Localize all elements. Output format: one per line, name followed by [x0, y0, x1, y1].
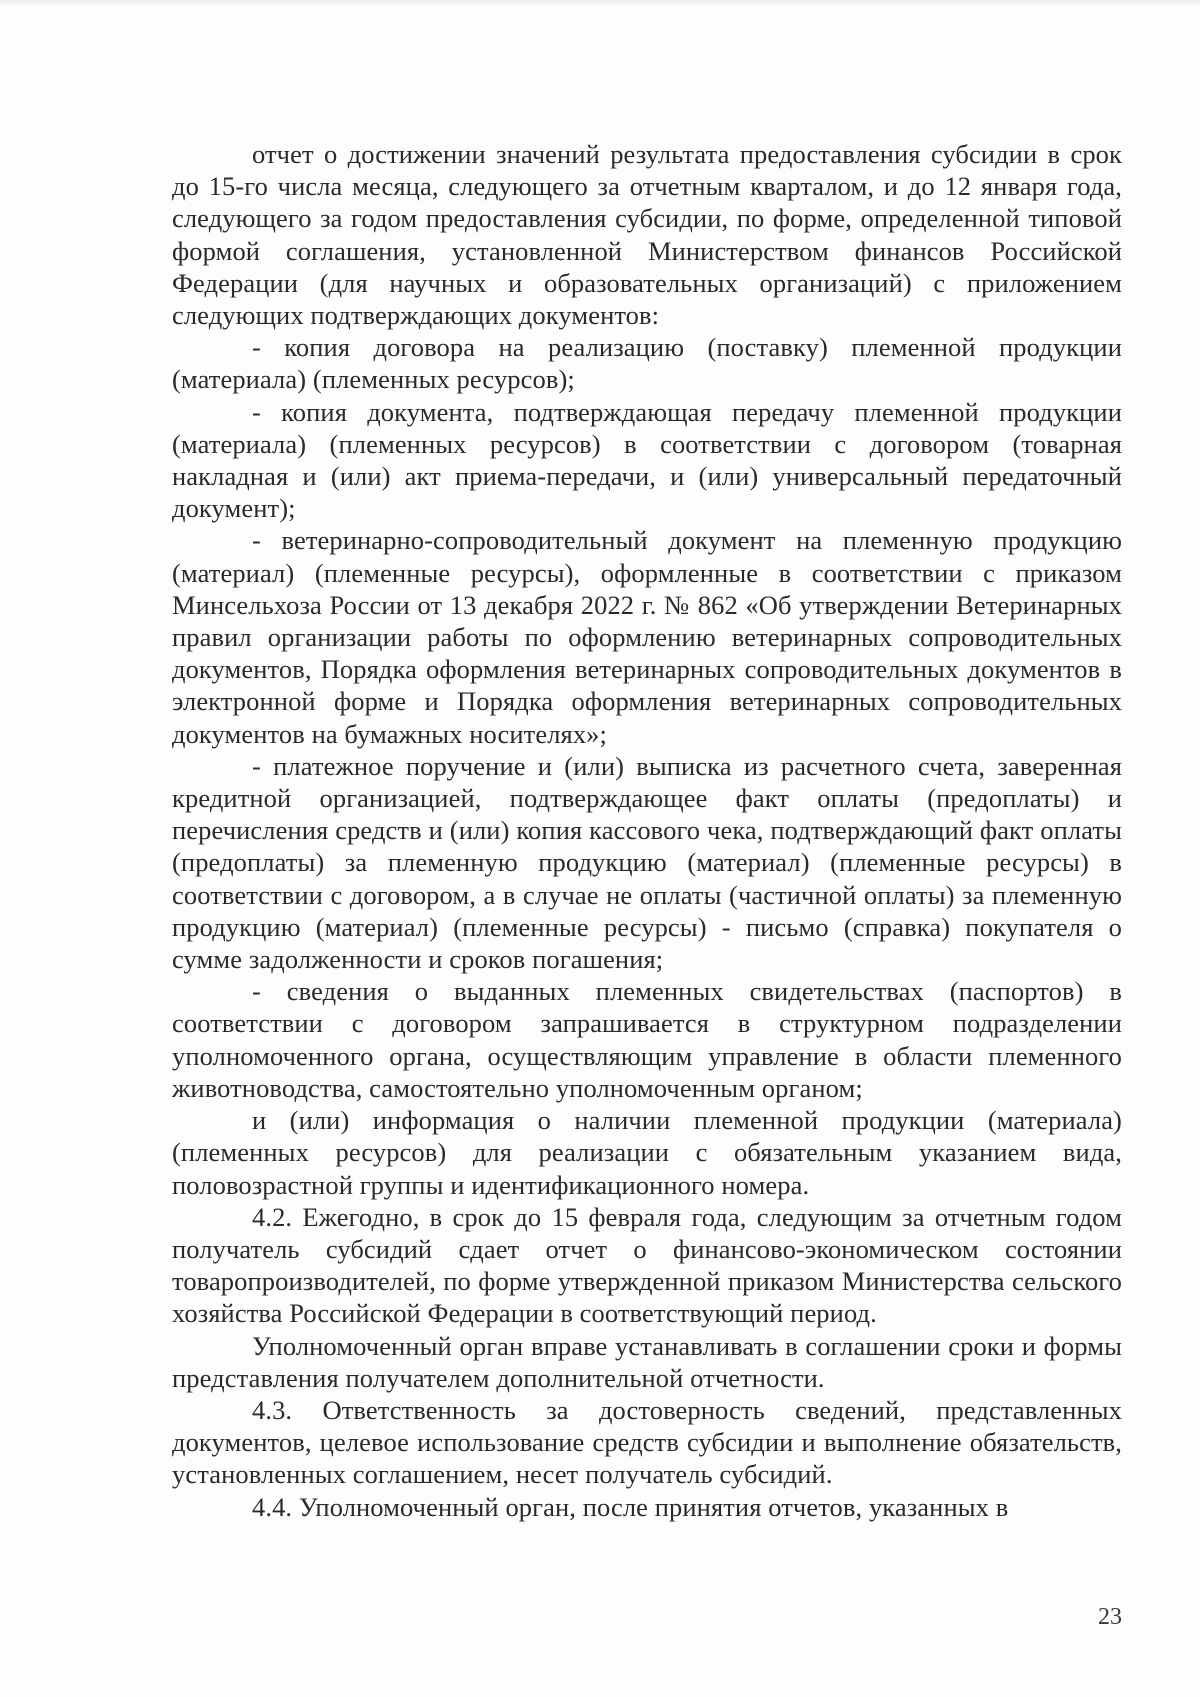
paragraph-report-intro: отчет о достижении значений результата предоставления субсидии в срок до 15-го числа месяца, следующего за отчетным кварталом, и до 12 января года, следующего за годом предоставления субсидии, по форме, определенной типовой формой соглашения, установленной Министерством финансов Российской Федерации (для научных и образовательных организаций) с приложением следующих подтверждающих документов: [172, 139, 1122, 331]
page-number: 23 [1098, 1604, 1122, 1630]
paragraph-payment-order: - платежное поручение и (или) выписка из расчетного счета, заверенная кредитной организацией, подтверждающее факт оплаты (предоплаты) и перечисления средств и (или) копия кассового чека, подтверждающий факт оплаты (предоплаты) за племенную продукцию (материал) (племенные ресурсы) в соответствии с договором, а в случае не оплаты (частичной оплаты) за племенную продукцию (материал) (племенные ресурсы) - письмо (справка) покупателя о сумме задолженности и сроков погашения; [172, 750, 1122, 975]
paragraph-veterinary-document: - ветеринарно-сопроводительный документ на племенную продукцию (материал) (племенные ресурсы), оформленные в соответствии с приказом Минсельхоза России от 13 декабря 2022 г. № 862 «Об утверждении Ветеринарных правил организации работы по оформлению ветеринарных сопроводительных документов, Порядка оформления ветеринарных сопроводительных документов в электронной форме и Порядка оформления ветеринарных сопроводительных документов на бумажных носителях»; [172, 525, 1122, 749]
paragraph-additional-reporting: Уполномоченный орган вправе устанавливать в соглашении сроки и формы представления получателем дополнительной отчетности. [172, 1330, 1122, 1393]
paragraph-clause-4-3: 4.3. Ответственность за достоверность сведений, представленных документов, целевое использование средств субсидии и выполнение обязательств, установленных соглашением, несет получатель субсидий. [172, 1394, 1122, 1490]
scan-edge [0, 0, 1200, 6]
paragraph-breeding-certificates: - сведения о выданных племенных свидетельствах (паспортов) в соответствии с договором запрашивается в структурном подразделении уполномоченного органа, осуществляющим управление в области племенного животноводства, самостоятельно уполномоченным органом; [172, 976, 1122, 1103]
paragraph-clause-4-4: 4.4. Уполномоченный орган, после принятия отчетов, указанных в [252, 1491, 1009, 1522]
paragraph-transfer-document: - копия документа, подтверждающая передачу племенной продукции (материала) (племенных ресурсов) в соответствии с договором (товарная накладная и (или) акт приема-передачи, и (или) универсальный передаточный документ); [172, 396, 1122, 524]
paragraph-availability-info: и (или) информация о наличии племенной продукции (материала) (племенных ресурсов) для реализации с обязательным указанием вида, половозрастной группы и идентификационного номера. [172, 1105, 1122, 1200]
document-body [172, 138, 1122, 1523]
paragraph-clause-4-2: 4.2. Ежегодно, в срок до 15 февраля года, следующим за отчетным годом получатель субсидий сдает отчет о финансово-экономическом состоянии товаропроизводителей, по форме утвержденной приказом Министерства сельского хозяйства Российской Федерации в соответствующий период. [172, 1201, 1122, 1329]
paragraph-contract-copy: - копия договора на реализацию (поставку) племенной продукции (материала) (племенных ресурсов); [172, 332, 1122, 395]
